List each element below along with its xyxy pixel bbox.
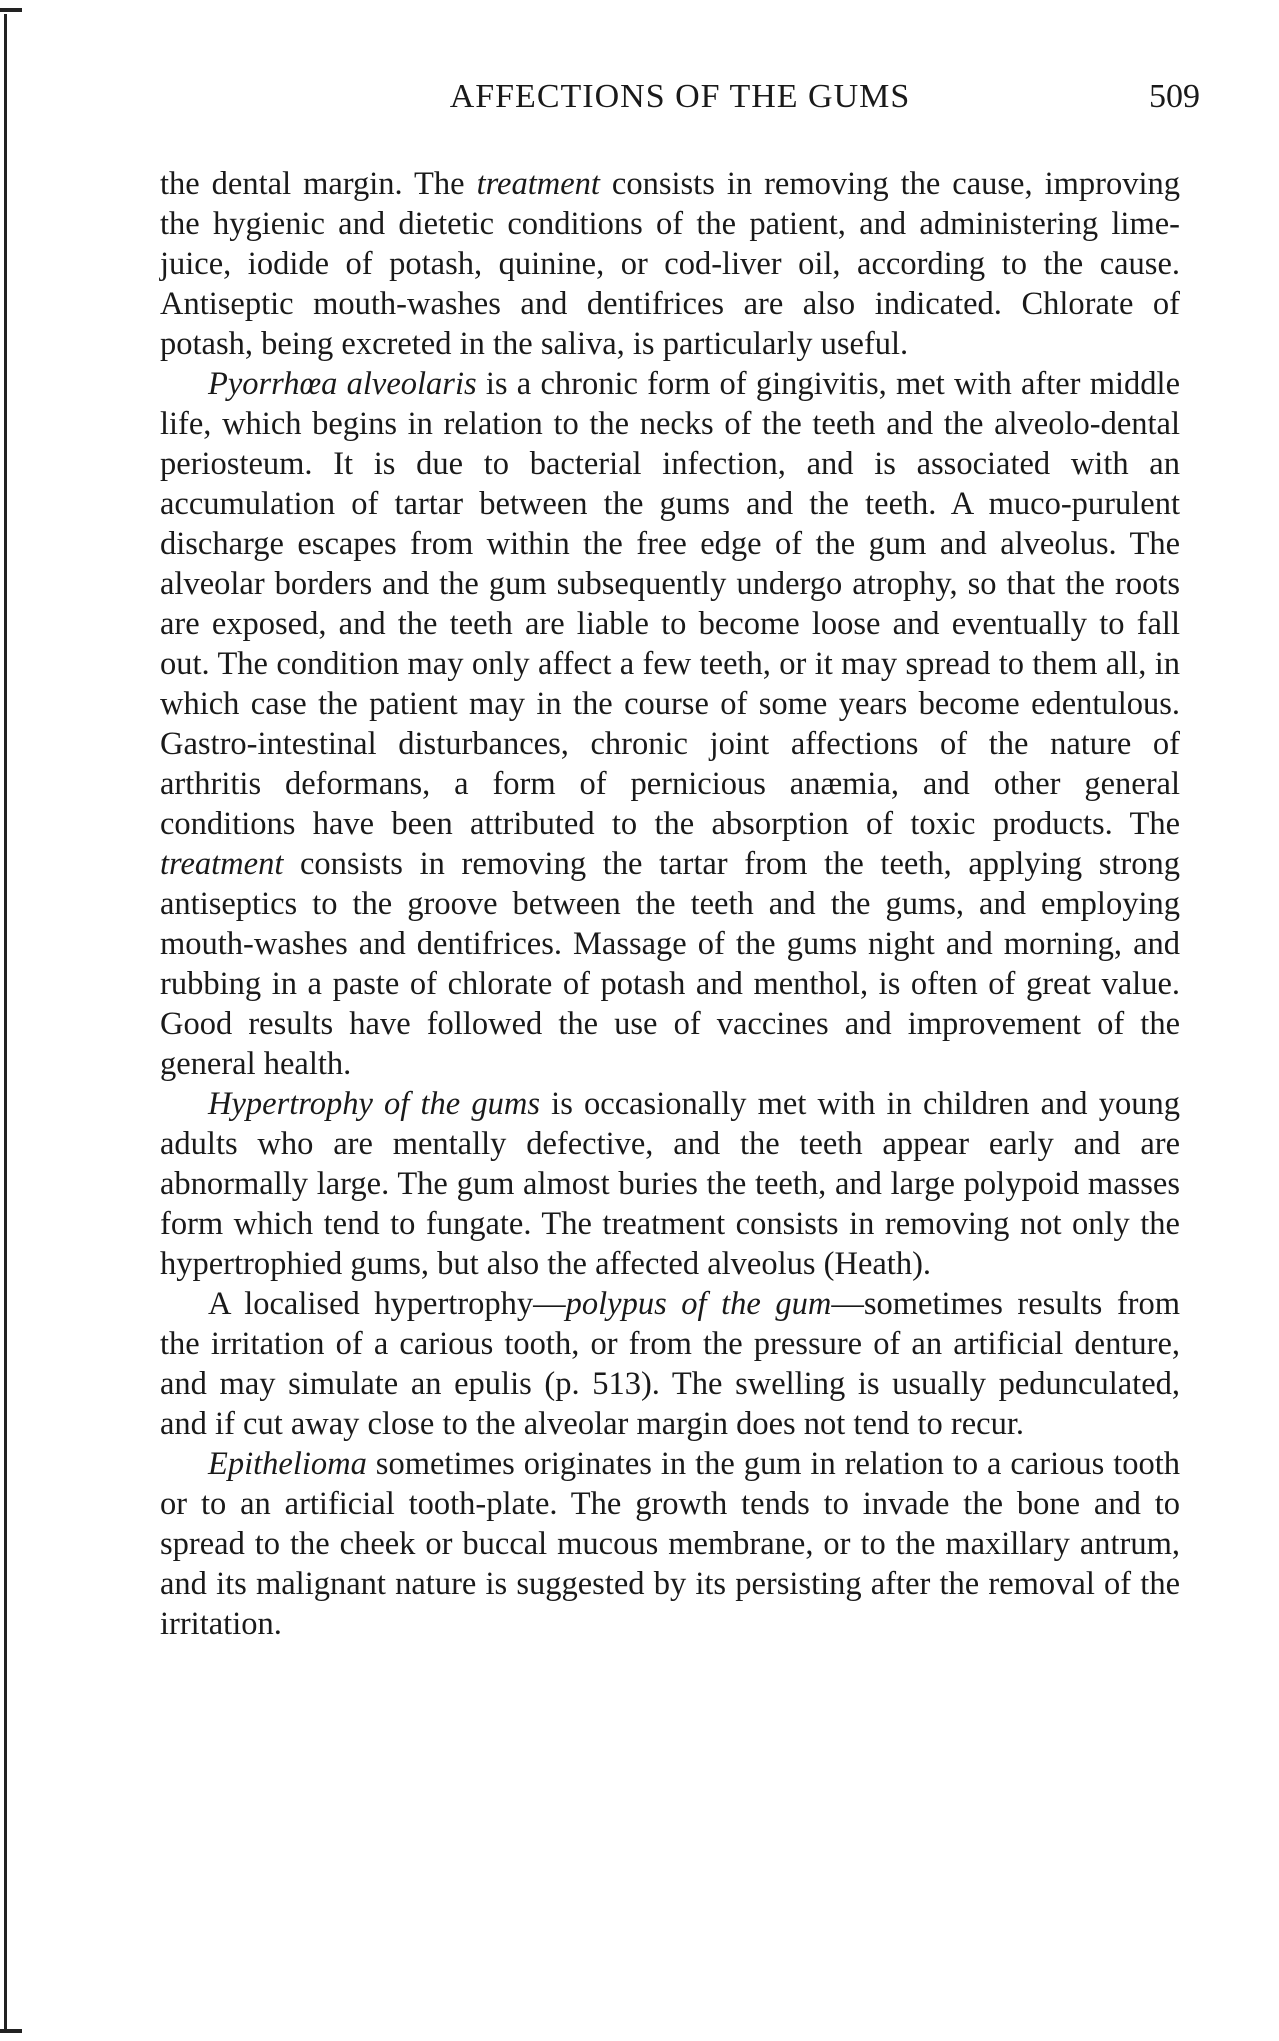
body-text — [160, 164, 1180, 1644]
italic-term: Pyorrhœa alveolaris — [208, 366, 477, 402]
page-edge-cap-bottom — [0, 2029, 22, 2033]
text-run: consists in removing the cause, improving the hygienic and dietetic conditions of the patient, and administering lime-juice, iodide of potash, quinine, or cod-liver oil, according to the cause. Antiseptic mouth-washes and dentifrices are also indicated. Chlorate of potash, being excreted in the saliva, is particularly useful. — [160, 166, 1180, 362]
paragraph — [160, 1444, 1180, 1644]
text-run: A localised hypertrophy— — [208, 1286, 566, 1322]
text-run: is a chronic form of gingivitis, met with after middle life, which begins in relation to the necks of the teeth and the alveolo-dental periosteum. It is due to bacterial infection, and is associated with an accumulation of tartar between the gums and the teeth. A muco-purulent discharge escapes from within the free edge of the gum and alveolus. The alveolar borders and the gum subsequently undergo atrophy, so that the roots are exposed, and the teeth are liable to become loose and eventually to fall out. The condition may only affect a few teeth, or it may spread to them all, in which case the patient may in the course of some years become edentulous. Gastro-intestinal disturbances, chronic joint affections of the nature of arthritis deformans, a form of pernicious anæmia, and other general conditions have been attributed to the absorption of toxic products. The — [160, 366, 1180, 842]
paragraph — [160, 1084, 1180, 1284]
italic-term: treatment — [160, 846, 284, 882]
page-edge-line — [4, 14, 7, 2029]
running-head: AFFECTIONS OF THE GUMS — [449, 78, 911, 115]
text-run: consists in removing the tartar from the teeth, applying strong antiseptics to the groove between the teeth and the gums, and employing mouth-washes and dentifrices. Massage of the gums night and morning, and rubbing in a paste of chlorate of potash and menthol, is often of great value. Good results have followed the use of vaccines and improvement of the general health. — [160, 846, 1180, 1082]
italic-term: polypus of the gum — [565, 1286, 832, 1322]
text-run: the dental margin. The — [160, 166, 477, 202]
paragraph — [160, 1284, 1180, 1444]
paragraph — [160, 364, 1180, 1084]
page-edge-cap-top — [0, 8, 22, 12]
paragraph — [160, 164, 1180, 364]
italic-term: Epithelioma — [208, 1446, 367, 1482]
page-header — [160, 76, 1200, 120]
italic-term: treatment — [476, 166, 600, 202]
italic-term: Hypertrophy of the gums — [208, 1086, 540, 1122]
text-run: sometimes originates in the gum in relation to a carious tooth or to an artificial tooth-plate. The growth tends to invade the bone and to spread to the cheek or buccal mucous membrane, or to the maxillary antrum, and its malignant nature is suggested by its persisting after the removal of the irritation. — [160, 1446, 1180, 1642]
text-run: —sometimes results from the irritation of a carious tooth, or from the pressure of an artificial denture, and may simulate an epulis (p. 513). The swelling is usually pedunculated, and if cut away close to the alveolar margin does not tend to recur. — [160, 1286, 1180, 1442]
text-run: is occasionally met with in children and young adults who are mentally defective, and the teeth appear early and are abnormally large. The gum almost buries the teeth, and large polypoid masses form which tend to fungate. The treatment consists in removing not only the hypertrophied gums, but also the affected alveolus (Heath). — [160, 1086, 1180, 1282]
page-number: 509 — [1149, 78, 1200, 115]
